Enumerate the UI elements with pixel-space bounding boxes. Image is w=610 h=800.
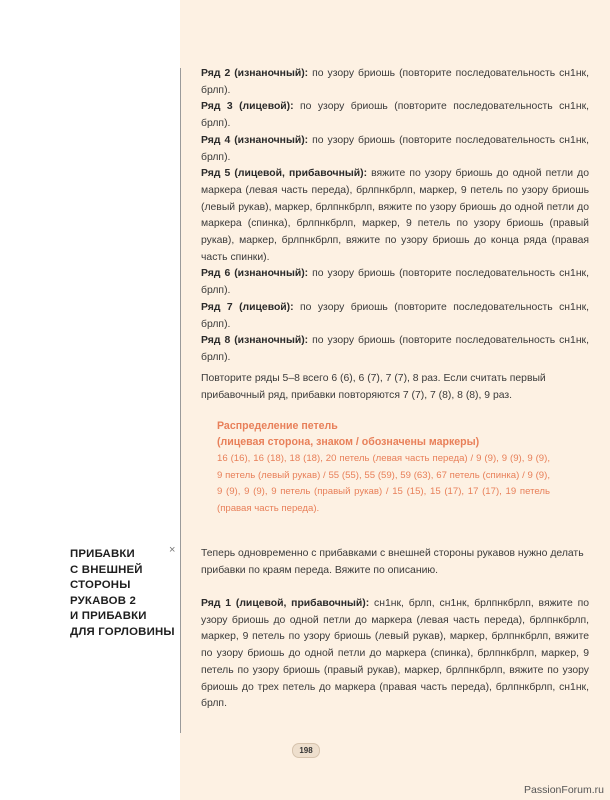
row-3: Ряд 3 (лицевой): по узору бриошь (повторите последовательность сн1нк, брлп). bbox=[201, 101, 589, 130]
distribution-subtitle: (лицевая сторона, знаком / обозначены маркеры) bbox=[217, 436, 480, 448]
distribution-body: 16 (16), 16 (18), 18 (18), 20 петель (левая часть переда) / 9 (9), 9 (9), 9 (9), 9 петель (левый рукав) / 55 (55), 55 (59), 59 (63), 67 петель (спинка) / 9 (9), 9 (9), 9 (9), 9 петель (правый рукав) / 15 (15), 15 (17), 17 (17), 19 петель (правая часть переда). bbox=[217, 453, 550, 515]
row-7: Ряд 7 (лицевой): по узору бриошь (повторите последовательность сн1нк, брлп). bbox=[201, 301, 589, 330]
row-6: Ряд 6 (изнаночный): по узору бриошь (повторите последовательность сн1нк, брлп). bbox=[201, 268, 589, 297]
row-1-instruction: Ряд 1 (лицевой, прибавочный): сн1нк, брлп, сн1нк, брлпнкбрлп, вяжите по узору бриошь до одной петли до маркера (левая часть переда), брлпнкбрлп, маркер, 9 петель по узору бриошь (левый рукав), маркер, брлпнкбрлп, вяжите по узору бриошь до одной петли до маркера (спинка), брлпнкбрлп, маркер, 9 петель по узору бриошь (правый рукав), маркер, брлпнкбрлп, вяжите по узору бриошь до трех петель до маркера (правая часть переда), брлпнкбрлп, сн1нк, брлп. bbox=[201, 598, 589, 710]
watermark: PassionForum.ru bbox=[524, 784, 604, 796]
column-divider bbox=[180, 68, 181, 733]
page-number: 198 bbox=[292, 743, 320, 758]
rows-2-8-instructions bbox=[201, 66, 589, 367]
row-5: Ряд 5 (лицевой, прибавочный): вяжите по узору бриошь до одной петли до маркера (левая часть переда), брлпнкбрлп, маркер, 9 петель по узору бриошь (левый рукав), маркер, брлпнкбрлп, вяжите по узору бриошь до одной петли до маркера (спинка), брлпнкбрлп, маркер, 9 петель по узору бриошь (правый рукав), маркер, брлпнкбрлп, вяжите по узору бриошь до конца ряда (правая часть спинки). bbox=[201, 168, 589, 263]
distribution-title: Распределение петель bbox=[217, 420, 338, 432]
section-heading: ПРИБАВКИ С ВНЕШНЕЙ СТОРОНЫ РУКАВОВ 2 И ПРИБАВКИ ДЛЯ ГОРЛОВИНЫ bbox=[70, 548, 175, 638]
row-8: Ряд 8 (изнаночный): по узору бриошь (повторите последовательность сн1нк, брлп). bbox=[201, 335, 589, 363]
cross-marker-icon: × bbox=[169, 544, 176, 556]
row-4: Ряд 4 (изнаночный): по узору бриошь (повторите последовательность сн1нк, брлп). bbox=[201, 134, 589, 163]
row-2: Ряд 2 (изнаночный): по узору бриошь (повторите последовательность сн1нк, брлп). bbox=[201, 68, 589, 96]
repeat-paragraph: Повторите ряды 5–8 всего 6 (6), 6 (7), 7 (7), 8 раз. Если считать первый прибавочный ряд, прибавки повторяются 7 (7), 7 (8), 8 (8), 9 раз. bbox=[201, 373, 546, 401]
intro-paragraph: Теперь одновременно с прибавками с внешней стороны рукавов нужно делать прибавки по краям переда. Вяжите по описанию. bbox=[201, 548, 584, 576]
